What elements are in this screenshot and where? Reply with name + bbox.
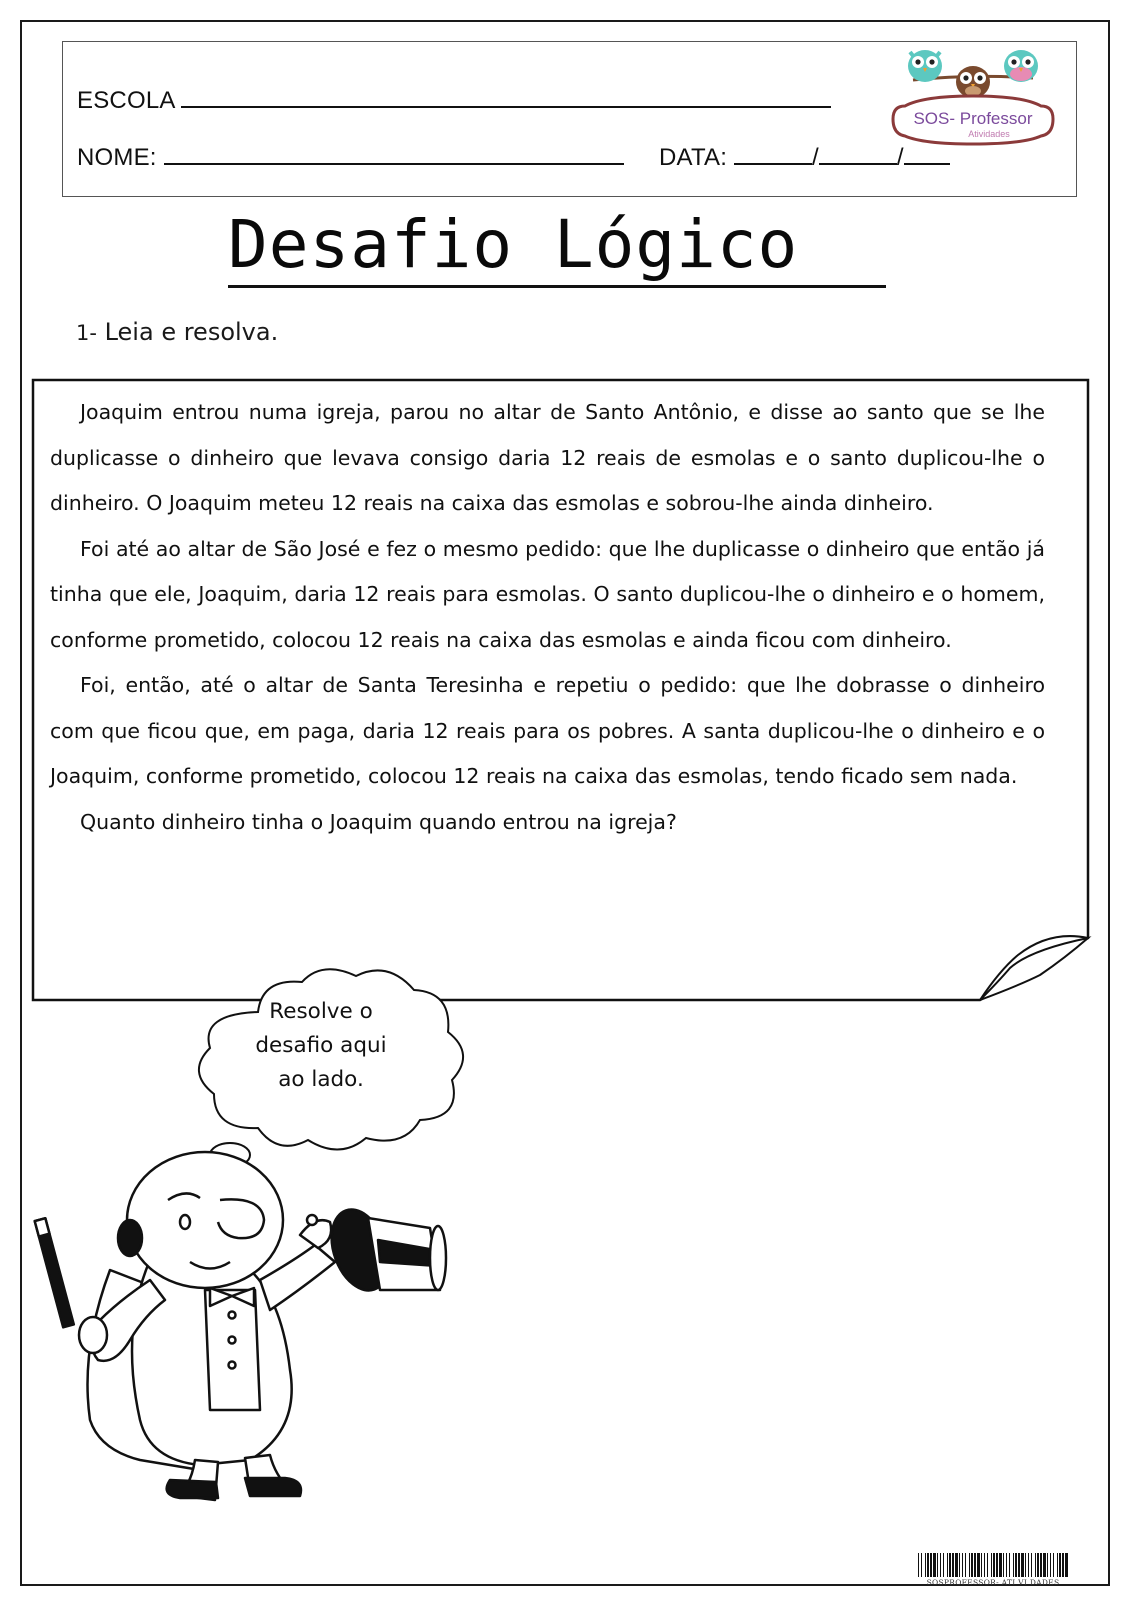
story-paragraph: Foi, então, até o altar de Santa Teresinha e repetiu o pedido: que lhe dobrasse o dinheiro com que ficou que, em paga, daria 12 reais para os pobres. A santa duplicou-lhe o dinheiro e o Joaquim, conforme prometido, colocou 12 reais na caixa das esmolas, tendo ficado sem nada. bbox=[50, 673, 1045, 788]
logo-brand-text: SOS- Professor bbox=[913, 109, 1033, 128]
barcode-text: SOSPROFESSOR- ATI VI DADES bbox=[926, 1578, 1060, 1587]
thought-line-2: desafio aqui bbox=[255, 1033, 387, 1058]
magician-illustration bbox=[35, 1152, 446, 1500]
date-label: DATA: bbox=[659, 144, 728, 171]
story-question: Quanto dinheiro tinha o Joaquim quando entrou na igreja? bbox=[80, 809, 677, 834]
instruction-number: 1- bbox=[76, 321, 97, 345]
barcode-icon bbox=[918, 1553, 1068, 1577]
date-line: DATA: / / bbox=[659, 144, 950, 172]
school-label: ESCOLA bbox=[77, 87, 175, 114]
story-paragraph: Joaquim entrou numa igreja, parou no altar de Santo Antônio, e disse ao santo que se lhe duplicasse o dinheiro que levava consigo daria 12 reais de esmolas e o santo duplicou-lhe o dinheiro. O Joaquim meteu 12 reais na caixa das esmolas e sobrou-lhe ainda dinheiro. bbox=[50, 400, 1045, 515]
thought-line-1: Resolve o bbox=[269, 999, 373, 1024]
name-label: NOME: bbox=[77, 144, 157, 171]
thought-bubble-text bbox=[228, 995, 414, 1097]
instruction-text: Leia e resolva. bbox=[104, 318, 279, 346]
page-title: Desafio Lógico bbox=[228, 206, 799, 283]
story-paragraph: Foi até ao altar de São José e fez o mesmo pedido: que lhe duplicasse o dinheiro que então já tinha que ele, Joaquim, daria 12 reais para esmolas. O santo duplicou-lhe o dinheiro e o homem, conforme prometido, colocou 12 reais na caixa das esmolas e ainda ficou com dinheiro. bbox=[50, 536, 1045, 652]
logo-tagline-text: Atividades bbox=[968, 129, 1010, 139]
bird-icon bbox=[300, 1215, 331, 1248]
top-hat-icon bbox=[321, 1202, 446, 1299]
thought-line-3: ao lado. bbox=[278, 1067, 364, 1092]
story-text bbox=[50, 390, 1045, 845]
